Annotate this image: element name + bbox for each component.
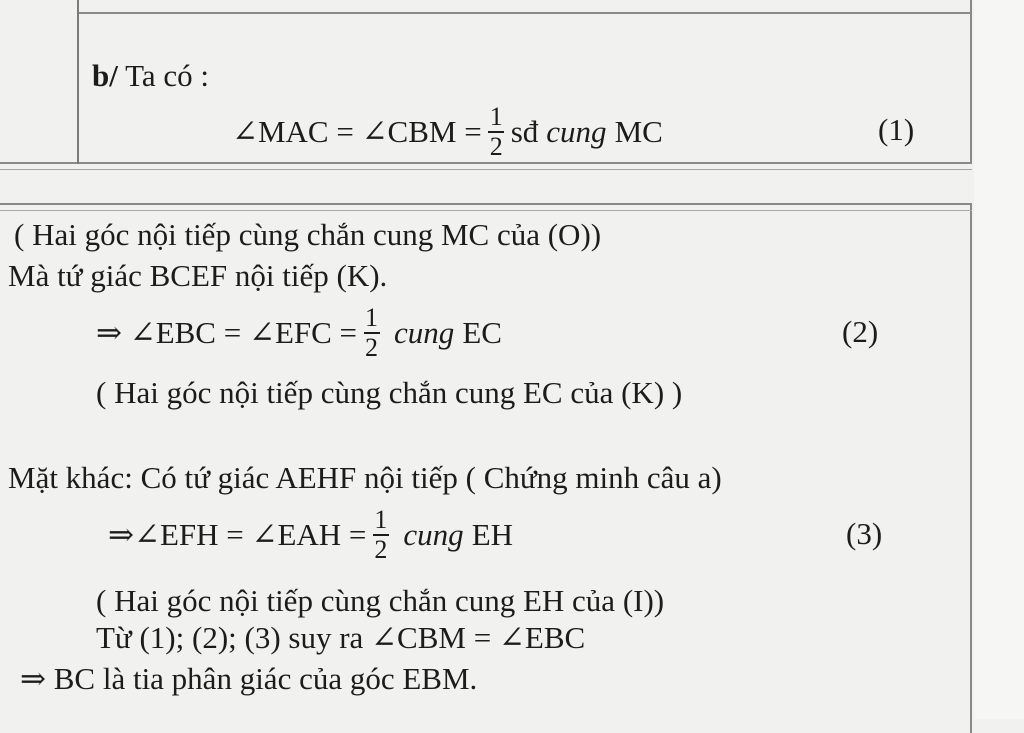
equation-3-cung: cung	[403, 517, 464, 552]
equation-2-left: ⇒ ∠EBC = ∠EFC =	[96, 315, 358, 350]
equation-2-cung: cung	[394, 315, 455, 350]
equation-3-arc: EH	[471, 517, 514, 552]
equation-1-cung: cung	[546, 114, 607, 149]
fraction-denominator: 2	[374, 535, 388, 564]
note-1: ( Hai góc nội tiếp cùng chắn cung MC của (O))	[14, 217, 602, 252]
equation-1-arc: MC	[614, 114, 663, 149]
equation-3-left: ⇒∠EFH = ∠EAH =	[108, 517, 367, 552]
equation-3-fraction	[372, 507, 389, 563]
conclusion: ⇒ BC là tia phân giác của góc EBM.	[20, 661, 478, 696]
table-column-divider	[77, 0, 79, 164]
part-b-intro: Ta có :	[125, 58, 209, 93]
line-bcef: Mà tứ giác BCEF nội tiếp (K).	[8, 258, 388, 293]
fraction-numerator: 1	[374, 505, 388, 534]
equation-2	[96, 300, 502, 366]
fraction-numerator: 1	[365, 303, 379, 332]
table-row-divider	[78, 12, 972, 14]
equation-2-tag: (2)	[842, 314, 879, 349]
fraction-numerator: 1	[489, 102, 503, 131]
line-conclusion-premise: Từ (1); (2); (3) suy ra ∠CBM = ∠EBC	[96, 620, 586, 655]
line-aehf: Mặt khác: Có tứ giác AEHF nội tiếp ( Chứng minh câu a)	[8, 460, 722, 495]
part-b-label: b/	[92, 58, 118, 93]
equation-3-tag: (3)	[846, 516, 883, 551]
equation-1-fraction	[488, 104, 505, 160]
equation-1-sd: sđ	[510, 114, 539, 149]
page-margin	[974, 0, 1024, 719]
equation-3	[108, 502, 513, 568]
part-b-heading	[92, 58, 209, 94]
fraction-denominator: 2	[489, 132, 503, 161]
equation-1-left: ∠MAC = ∠CBM =	[232, 114, 482, 149]
equation-1-tag: (1)	[878, 112, 915, 147]
equation-1	[232, 100, 663, 164]
equation-2-fraction	[363, 305, 380, 361]
table-top-rule	[0, 210, 972, 211]
note-3: ( Hai góc nội tiếp cùng chắn cung EH của (I))	[96, 583, 665, 618]
note-2: ( Hai góc nội tiếp cùng chắn cung EC của (K) )	[96, 375, 683, 410]
equation-2-arc: EC	[462, 315, 502, 350]
fraction-denominator: 2	[365, 333, 379, 362]
table-bottom-rule	[0, 169, 972, 170]
